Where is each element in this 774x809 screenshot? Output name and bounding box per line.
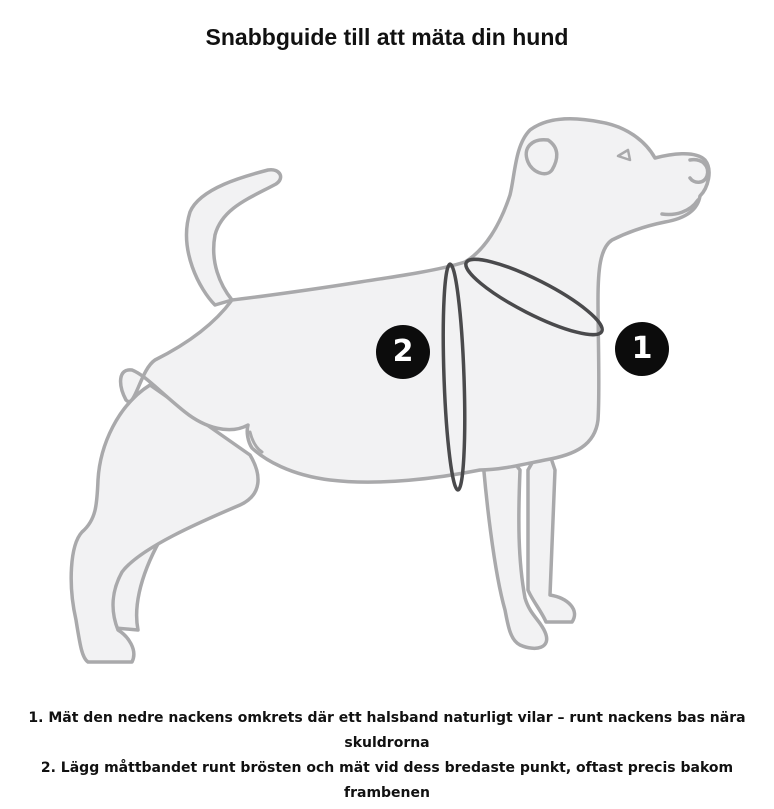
page-title: Snabbguide till att mäta din hund	[205, 24, 569, 50]
marker-badge-2: 2	[376, 325, 430, 379]
dog-ear	[526, 140, 557, 174]
instruction-neck: 1. Mät den nedre nackens omkrets där ett halsband naturligt vilar – runt nackens bas nära skuldrorna	[28, 710, 746, 751]
dog-silhouette	[71, 119, 709, 662]
dog-tail	[187, 170, 281, 305]
instructions-list	[20, 706, 754, 806]
instruction-chest: 2. Lägg måttbandet runt brösten och mät vid dess bredaste punkt, oftast precis bakom frambenen	[40, 760, 734, 801]
dog-front-leg-far	[528, 440, 575, 622]
marker-badge-1: 1	[615, 322, 669, 376]
